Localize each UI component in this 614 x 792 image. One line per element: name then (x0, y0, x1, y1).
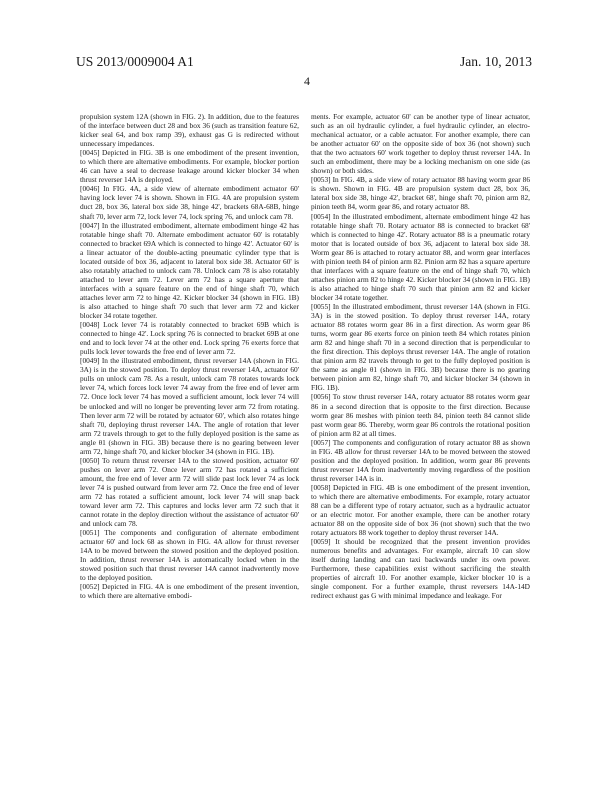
publication-date: Jan. 10, 2013 (460, 54, 532, 69)
paragraph: [0045] Depicted in FIG. 3B is one embodiment of the present invention, to which there are alternative embodiments. For example, blocker portion 46 can have a seal to decrease leakage around kicker blocker 34 when thrust reverser 14A is deployed. (80, 148, 299, 185)
paragraph: [0048] Lock lever 74 is rotatably connected to bracket 69B which is connected to hinge 42'. Lock spring 76 is connected to bracket 69B at one end and to lock lever 74 at the other end. Lock spring 76 exerts force that pulls lock lever towards the free end of lever arm 72. (80, 320, 299, 357)
paragraph: ments. For example, actuator 60' can be another type of linear actuator, such as an oil hydraulic cylinder, a fuel hydraulic cylinder, an electro-mechanical actuator, or a cable actuator. For another example, there can be another actuator 60' on the opposite side of box 36 (not shown) such that the two actuators 60' work together to deploy thrust reverser 14A. In such an embodiment, there may be a locking mechanism on one side (as shown) or both sides. (311, 112, 530, 176)
paragraph: [0050] To return thrust reverser 14A to the stowed position, actuator 60' pushes on lever arm 72. Once lever arm 72 has rotated a sufficient amount, the free end of lever arm 72 will slide past lock lever 74 as lock lever 74 is pushed outward from lever arm 72. Once the free end of lever arm 72 has rotated a sufficient amount, lock lever 74 will snap back toward lever arm 72. This captures and locks lever arm 72 such that it cannot rotate in the deploy direction without the assistance of actuator 60' and unlock cam 78. (80, 455, 299, 529)
paragraph: [0046] In FIG. 4A, a side view of alternate embodiment actuator 60' having lock lever 74 is shown. Shown in FIG. 4A are propulsion system duct 28, box 36, lateral box side 38, hinge 42', brackets 68A-68B, hinge shaft 70, lever arm 72, lock lever 74, lock spring 76, and unlock cam 78. (80, 184, 299, 221)
paragraph: [0058] Depicted in FIG. 4B is one embodiment of the present invention, to which there are alternative embodiments. For example, rotary actuator 88 can be a different type of rotary actuator, such as a hydraulic actuator or an electric motor. For another example, there can be another rotary actuator 88 on the opposite side of box 36 (not shown) such that the two rotary actuators 88 work together to deploy thrust reverser 14A. (311, 482, 530, 538)
paragraph: [0056] To stow thrust reverser 14A, rotary actuator 88 rotates worm gear 86 in a second direction that is opposite to the first direction. Because worm gear 86 meshes with pinion teeth 84, pinion teeth 84 cannot slide past worm gear 86. Thereby, worm gear 86 controls the rotational position of pinion arm 82 at all times. (311, 392, 530, 438)
paragraph: [0052] Depicted in FIG. 4A is one embodiment of the present invention, to which there are alternative embodi- (80, 582, 299, 601)
paragraph: [0054] In the illustrated embodiment, alternate embodiment hinge 42 has rotatable hinge shaft 70. Rotary actuator 88 is connected to bracket 68' which is connected to hinge 42'. Rotary actuator 88 is a pneumatic rotary motor that is located outside of box 36, adjacent to lateral box side 38. Worm gear 86 is attached to rotary actuator 88, and worm gear interfaces with pinion teeth 84 of pinion arm 82. Pinion arm 82 has a square aperture that interfaces with a square feature on the end of hinge shaft 70, which attaches pinion arm 82 to hinge 42. Kicker blocker 34 (shown in FIG. 1B) is also attached to hinge shaft 70 such that pinion arm 82 and kicker blocker 34 rotate together. (311, 211, 530, 302)
page-number: 4 (304, 74, 310, 88)
paragraph: [0053] In FIG. 4B, a side view of rotary actuator 88 having worm gear 86 is shown. Shown in FIG. 4B are propulsion system duct 28, box 36, lateral box side 38, hinge 42', bracket 68', hinge shaft 70, pinion arm 82, pinion teeth 84, worm gear 86, and rotary actuator 88. (311, 175, 530, 212)
right-text-column (311, 112, 530, 601)
left-text-column (80, 112, 299, 601)
paragraph: [0059] It should be recognized that the present invention provides numerous benefits and advantages. For example, aircraft 10 can slow itself during landing and can taxi backwards under its own power. Furthermore, these capabilities exist without sacrificing the stealth properties of aircraft 10. For another example, kicker blocker 10 is a single component. For a further example, thrust reversers 14A-14D redirect exhaust gas G with minimal impedance and leakage. For (311, 537, 530, 601)
paragraph: [0051] The components and configuration of alternate embodiment actuator 60' and lock 68 as shown in FIG. 4A allow for thrust reverser 14A to be moved between the stowed position and the deployed position. In addition, thrust reverser 14A is automatically locked when in the stowed position such that thrust reverser 14A cannot inadvertently move to the deployed position. (80, 528, 299, 583)
paragraph: [0047] In the illustrated embodiment, alternate embodiment hinge 42 has rotatable hinge shaft 70. Alternate embodiment actuator 60' is rotatably connected to bracket 69A which is connected to hinge 42'. Actuator 60' is a linear actuator of the double-acting pneumatic cylinder type that is located outside of box 36, adjacent to lateral box side 38. Actuator 60' is also rotatably attached to unlock cam 78. Unlock cam 78 is also rotatably attached to lever arm 72. Lever arm 72 has a square aperture that interfaces with a square feature on the end of hinge shaft 70, which attaches lever arm 72 to hinge 42. Kicker blocker 34 (shown in FIG. 1B) is also attached to hinge shaft 70 such that lever arm 72 and kicker blocker 34 rotate together. (80, 220, 299, 321)
paragraph: [0057] The components and configuration of rotary actuator 88 as shown in FIG. 4B allow for thrust reverser 14A to be moved between the stowed position and the deployed position. In addition, worm gear 86 prevents thrust reverser 14A from inadvertently moving regardless of the position thrust reverser 14A is in. (311, 437, 530, 483)
paragraph: propulsion system 12A (shown in FIG. 2). In addition, due to the features of the interface between duct 28 and box 36 (such as transition feature 62, kicker seal 64, and box ramp 39), exhaust gas G is redirected without unnecessary impedances. (80, 112, 299, 149)
paragraph: [0055] In the illustrated embodiment, thrust reverser 14A (shown in FIG. 3A) is in the stowed position. To deploy thrust reverser 14A, rotary actuator 88 rotates worm gear 86 in a first direction. As worm gear 86 turns, worm gear 86 exerts force on pinion teeth 84 which rotates pinion arm 82 and hinge shaft 70 in a second direction that is perpendicular to the first direction. This deploys thrust reverser 14A. The angle of rotation that pinion arm 82 travels through to get to the fully deployed position is the same as angle θ1 (shown in FIG. 3B) because there is no gearing between pinion arm 82, hinge shaft 70, and kicker blocker 34 (shown in FIG. 1B). (311, 301, 530, 393)
publication-number: US 2013/0009004 A1 (76, 54, 194, 69)
paragraph: [0049] In the illustrated embodiment, thrust reverser 14A (shown in FIG. 3A) is in the stowed position. To deploy thrust reverser 14A, actuator 60' pulls on unlock cam 78. As a result, unlock cam 78 rotates towards lock lever 74, which forces lock lever 74 away from the free end of lever arm 72. Once lock lever 74 has moved a sufficient amount, lock lever 74 will be unlocked and will no longer be preventing lever arm 72 from rotating. Then lever arm 72 will be rotated by actuator 60', which also rotates hinge shaft 70, deploying thrust reverser 14A. The angle of rotation that lever arm 72 travels through to get to the fully deployed position is the same as angle θ1 (shown in FIG. 3B) because there is no gearing between lever arm 72, hinge shaft 70, and kicker blocker 34 (shown in FIG. 1B). (80, 356, 299, 456)
